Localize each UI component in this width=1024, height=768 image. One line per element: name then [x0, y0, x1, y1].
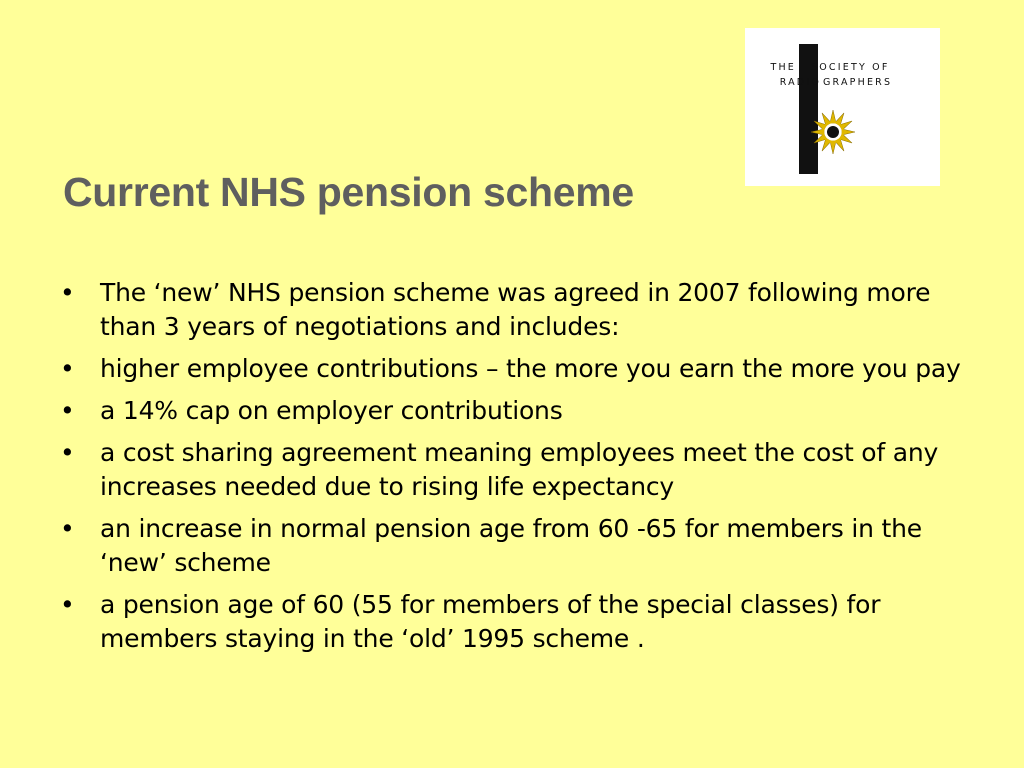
bullet-item	[60, 512, 980, 580]
bullet-text: a pension age of 60 (55 for members of the special classes) for members staying in the ‘old’ 1995 scheme .	[100, 590, 881, 653]
bullet-text: a 14% cap on employer contributions	[100, 396, 563, 425]
bullet-dot-icon: •	[60, 396, 75, 425]
bullet-dot-icon: •	[60, 590, 75, 619]
bullet-dot-icon: •	[60, 278, 75, 307]
bullet-text: higher employee contributions – the more you earn the more you pay	[100, 354, 961, 383]
bullet-text: a cost sharing agreement meaning employees meet the cost of any increases needed due to rising life expectancy	[100, 438, 939, 501]
bullet-dot-icon: •	[60, 354, 75, 383]
bullet-item	[60, 588, 980, 656]
bullet-dot-icon: •	[60, 514, 75, 543]
bullet-list	[60, 276, 980, 664]
logo-text-radio: RADIO	[779, 77, 821, 88]
bullet-item	[60, 352, 980, 386]
logo-text-society: SOCIETY OF	[811, 62, 890, 73]
society-of-radiographers-logo	[745, 28, 940, 186]
bullet-dot-icon: •	[60, 438, 75, 467]
logo-graphic	[745, 28, 940, 186]
logo-text-the: THE	[770, 62, 796, 73]
bullet-text: The ‘new’ NHS pension scheme was agreed in 2007 following more than 3 years of negotiations and includes:	[100, 278, 931, 341]
slide-title: Current NHS pension scheme	[63, 169, 634, 215]
bullet-item	[60, 394, 980, 428]
bullet-item	[60, 436, 980, 504]
bullet-item	[60, 276, 980, 344]
logo-text-graphers: GRAPHERS	[823, 77, 893, 88]
bullet-text: an increase in normal pension age from 60 -65 for members in the ‘new’ scheme	[100, 514, 922, 577]
